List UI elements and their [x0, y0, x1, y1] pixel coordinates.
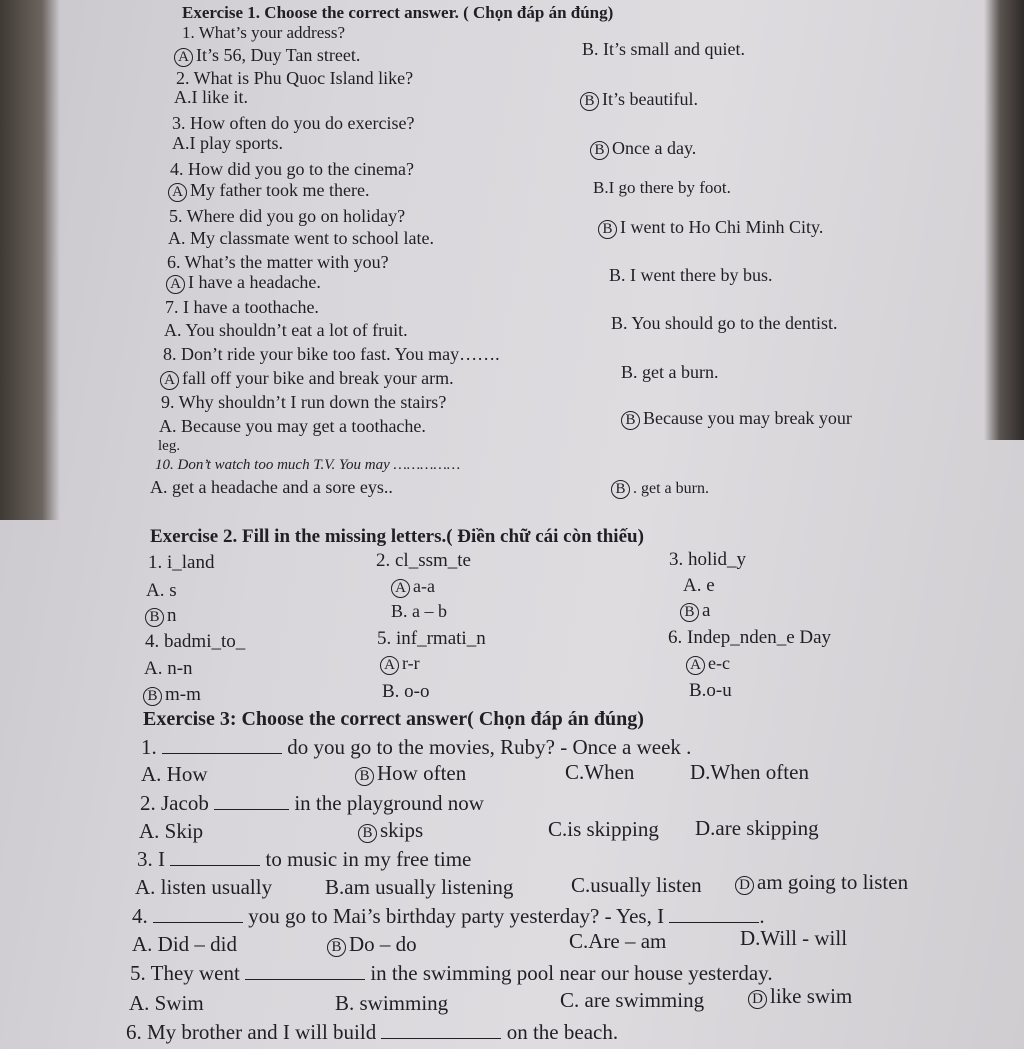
ex1-q7-option-a[interactable]: A. You shouldn’t eat a lot of fruit.: [164, 320, 408, 340]
ex1-q2-option-a[interactable]: A.I like it.: [174, 87, 248, 107]
ex1-q4: 4. How did you go to the cinema?: [170, 159, 414, 179]
ex1-q3: 3. How often do you do exercise?: [172, 113, 415, 133]
exercise1-title: Exercise 1. Choose the correct answer. ( Chọn đáp án đúng): [182, 3, 614, 22]
ex1-q3-option-b[interactable]: B Once a day.: [590, 139, 696, 160]
answer-blank[interactable]: [170, 865, 260, 866]
ex2-q2-option-b[interactable]: B. a – b: [391, 601, 447, 621]
ex3-q5-option-b[interactable]: B. swimming: [335, 991, 449, 1015]
answer-blank[interactable]: [162, 753, 282, 754]
ex3-q3: 3. I to music in my free time: [137, 847, 472, 871]
ex1-q4-option-a[interactable]: A My father took me there.: [168, 181, 369, 202]
ex1-q10: 10. Don’t watch too much T.V. You may ……………: [155, 457, 461, 473]
circle-mark: A: [686, 656, 705, 675]
ex1-q1: 1. What’s your address?: [182, 23, 346, 42]
ex1-q7: 7. I have a toothache.: [165, 297, 319, 317]
ex3-q3-option-b[interactable]: B.am usually listening: [325, 875, 514, 899]
ex1-q6-option-a[interactable]: A I have a headache.: [166, 273, 321, 294]
circle-mark: B: [143, 687, 162, 706]
ex3-q4-option-b[interactable]: B Do – do: [327, 934, 417, 957]
circle-mark: B: [621, 411, 640, 430]
ex2-word-6: 6. Indep_nden_e Day: [668, 627, 832, 648]
circle-mark: B: [680, 603, 699, 622]
ex2-q5-option-b[interactable]: B. o-o: [382, 681, 430, 702]
ex3-q2-option-c[interactable]: C.is skipping: [548, 817, 659, 841]
ex1-q2-option-b[interactable]: B It’s beautiful.: [580, 90, 698, 111]
ex3-q1-option-b[interactable]: B How often: [355, 763, 466, 786]
ex1-q7-option-b[interactable]: B. You should go to the dentist.: [611, 313, 838, 333]
exercise2-title: Exercise 2. Fill in the missing letters.( Điền chữ cái còn thiếu): [150, 526, 644, 547]
circle-mark: D: [748, 990, 767, 1009]
ex3-q3-option-c[interactable]: C.usually listen: [571, 873, 702, 897]
ex1-q5: 5. Where did you go on holiday?: [169, 206, 406, 226]
ex2-word-1: 1. i_land: [148, 552, 215, 573]
ex2-word-5: 5. inf_rmati_n: [377, 628, 486, 649]
ex2-q1-option-b[interactable]: B n: [145, 606, 177, 627]
circle-mark: B: [580, 92, 599, 111]
ex1-q3-option-a[interactable]: A.I play sports.: [172, 133, 283, 153]
circle-mark: A: [160, 371, 179, 390]
ex1-q4-option-b[interactable]: B.I go there by foot.: [593, 178, 731, 197]
circle-mark: B: [358, 824, 377, 843]
ex2-q4-option-b[interactable]: B m-m: [143, 685, 201, 706]
ex3-q3-option-d[interactable]: D am going to listen: [735, 872, 908, 895]
ex3-q2-option-d[interactable]: D.are skipping: [695, 816, 819, 840]
ex3-q3-option-a[interactable]: A. listen usually: [135, 875, 273, 899]
ex2-q5-option-a[interactable]: A r-r: [380, 654, 420, 675]
ex3-q2: 2. Jacob in the playground now: [140, 791, 484, 815]
ex3-q5-option-a[interactable]: A. Swim: [129, 991, 204, 1015]
ex1-q8: 8. Don’t ride your bike too fast. You may…….: [163, 344, 500, 364]
ex3-q5-option-d[interactable]: D like swim: [748, 986, 852, 1009]
ex3-q6: 6. My brother and I will build on the beach.: [126, 1020, 619, 1044]
ex1-q2: 2. What is Phu Quoc Island like?: [176, 68, 414, 88]
ex2-word-3: 3. holid_y: [669, 549, 747, 570]
circle-mark: A: [380, 656, 399, 675]
ex3-q4: 4. you go to Mai’s birthday party yesterday? - Yes, I .: [132, 904, 765, 928]
ex1-q10-option-b[interactable]: B . get a burn.: [611, 480, 709, 499]
circle-mark: A: [391, 579, 410, 598]
ex1-q6: 6. What’s the matter with you?: [167, 252, 389, 272]
circle-mark: B: [145, 608, 164, 627]
answer-blank[interactable]: [245, 979, 365, 980]
ex1-q6-option-b[interactable]: B. I went there by bus.: [609, 265, 773, 285]
answer-blank[interactable]: [381, 1038, 501, 1039]
answer-blank[interactable]: [214, 809, 289, 810]
ex1-q1-option-b[interactable]: B. It’s small and quiet.: [582, 39, 745, 59]
circle-mark: B: [355, 767, 374, 786]
ex1-q8-option-a[interactable]: A fall off your bike and break your arm.: [160, 369, 454, 390]
ex3-q4-option-d[interactable]: D.Will - will: [740, 926, 848, 950]
ex3-q1-option-a[interactable]: A. How: [141, 762, 208, 786]
ex3-q2-option-b[interactable]: B skips: [358, 820, 423, 843]
ex1-q1-option-a[interactable]: A It’s 56, Duy Tan street.: [174, 46, 360, 67]
answer-blank[interactable]: [153, 922, 243, 923]
circle-mark: A: [166, 275, 185, 294]
ex3-q5-option-c[interactable]: C. are swimming: [560, 988, 705, 1012]
ex2-q6-option-b[interactable]: B.o-u: [689, 680, 732, 701]
ex2-q3-option-a[interactable]: A. e: [683, 575, 715, 596]
exercise3-title: Exercise 3: Choose the correct answer( Chọn đáp án đúng): [143, 708, 644, 730]
answer-blank[interactable]: [669, 922, 759, 923]
circle-mark: B: [327, 938, 346, 957]
ex3-q2-option-a[interactable]: A. Skip: [139, 819, 204, 843]
ex1-q9: 9. Why shouldn’t I run down the stairs?: [161, 392, 447, 412]
ex2-q4-option-a[interactable]: A. n-n: [144, 658, 193, 679]
table-edge-right: [984, 0, 1024, 440]
table-edge-left: [0, 0, 60, 520]
ex3-q1-option-d[interactable]: D.When often: [690, 760, 809, 784]
ex1-q8-option-b[interactable]: B. get a burn.: [621, 362, 719, 382]
circle-mark: A: [174, 48, 193, 67]
circle-mark: B: [598, 220, 617, 239]
ex2-q3-option-b[interactable]: B a: [680, 601, 710, 622]
ex2-q2-option-a[interactable]: A a-a: [391, 577, 435, 598]
ex1-q9-option-a[interactable]: A. Because you may get a toothache.: [159, 416, 426, 436]
circle-mark: A: [168, 183, 187, 202]
ex3-q5: 5. They went in the swimming pool near our house yesterday.: [130, 961, 773, 985]
ex2-q1-option-a[interactable]: A. s: [146, 580, 177, 601]
ex3-q4-option-a[interactable]: A. Did – did: [132, 932, 237, 956]
ex3-q1: 1. do you go to the movies, Ruby? - Once a week .: [141, 735, 692, 759]
ex2-word-4: 4. badmi_to_: [145, 631, 246, 652]
ex1-q5-option-b[interactable]: B I went to Ho Chi Minh City.: [598, 218, 823, 239]
circle-mark: B: [590, 141, 609, 160]
ex1-q9-continued: leg.: [158, 438, 181, 454]
circle-mark: D: [735, 876, 754, 895]
ex1-q5-option-a[interactable]: A. My classmate went to school late.: [168, 228, 434, 248]
ex2-q6-option-a[interactable]: A e-c: [686, 654, 730, 675]
ex3-q4-option-c[interactable]: C.Are – am: [569, 929, 667, 953]
ex1-q9-option-b[interactable]: B Because you may break your: [621, 409, 852, 430]
ex2-word-2: 2. cl_ssm_te: [376, 550, 471, 571]
ex1-q10-option-a[interactable]: A. get a headache and a sore eys..: [150, 477, 393, 497]
ex3-q1-option-c[interactable]: C.When: [565, 760, 635, 784]
circle-mark: B: [611, 480, 630, 499]
